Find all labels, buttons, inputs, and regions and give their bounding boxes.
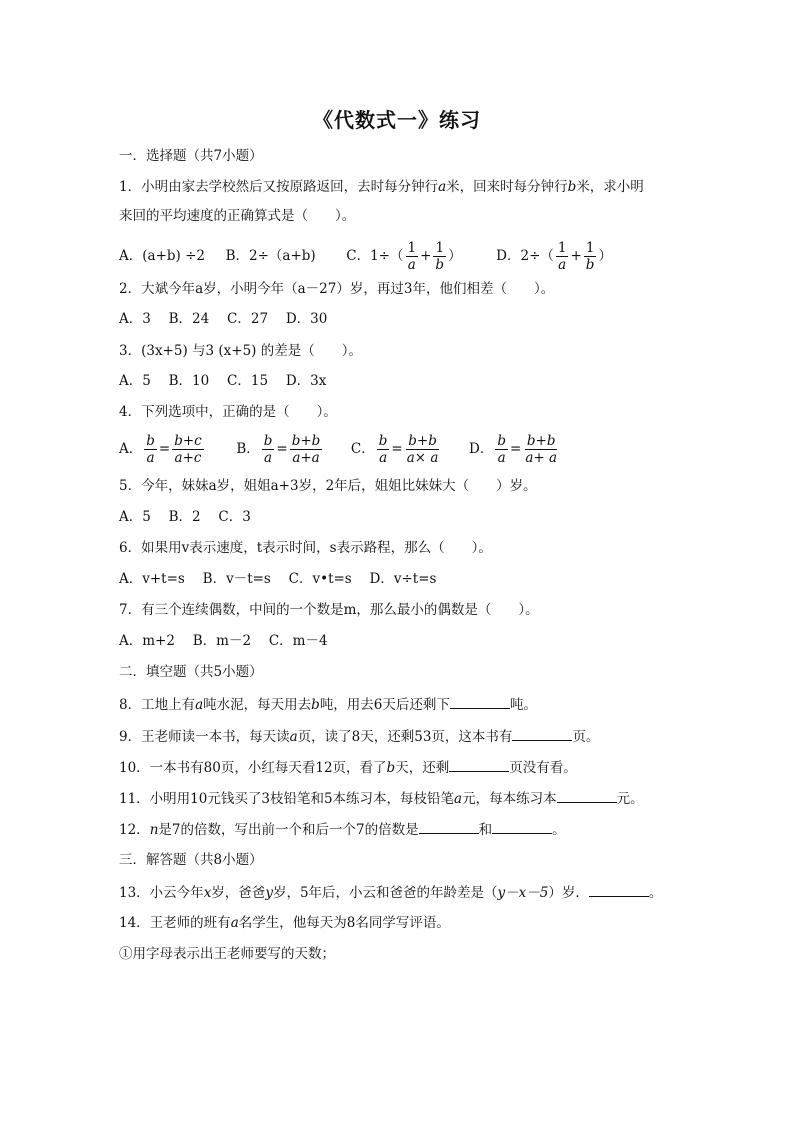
question-5-stem: 5．今年，妹妹a岁，姐姐a+3岁，2年后，姐姐比妹妹大（ ）岁。: [119, 478, 537, 494]
page-title: 《代数式一》练习: [313, 108, 481, 132]
option-a: A．(a+b) ÷2: [119, 248, 205, 264]
option-c: C．1÷（ $\frac{1}{a}$ + $\frac{1}{b}$ ）: [346, 240, 462, 273]
question-14-sub-1: ①用字母表示出王老师要写的天数；: [119, 946, 335, 962]
answer-blank[interactable]: [512, 726, 572, 741]
option-b: B．2÷（a+b): [225, 248, 316, 264]
answer-blank[interactable]: [557, 788, 617, 803]
question-3-stem: 3．(3x+5) 与3 (x+5) 的差是（ ）。: [119, 343, 362, 359]
option-c: C． $\frac{b}{a}$ = $\frac{b+b}{a\times a}$: [350, 433, 439, 466]
question-10: 10．一本书有80页，小红每天看12页，看了b天，还剩 页没有看。: [119, 757, 577, 778]
answer-blank[interactable]: [492, 819, 552, 834]
question-1-options: [119, 240, 612, 273]
question-6-stem: 6．如果用v表示速度，t表示时间，s表示路程，那么（ ）。: [119, 540, 492, 556]
question-8: 8．工地上有a吨水泥，每天用去b吨，用去6天后还剩下 吨。: [119, 694, 537, 715]
option-a: A． $\frac{b}{a}$ = $\frac{b+c}{a+c}$: [119, 433, 202, 466]
answer-blank[interactable]: [450, 694, 510, 709]
question-1-line1: 1．小明由家去学校然后又按原路返回，去时每分钟行a米，回来时每分钟行b米，求小明: [119, 179, 644, 195]
question-4-stem: 4．下列选项中，正确的是（ ）。: [119, 404, 337, 420]
question-13: 13．小云今年x岁，爸爸y岁，5年后，小云和爸爸的年龄差是（y－x－5）岁． 。: [119, 882, 662, 903]
question-6-options: A．v+t=s B．v－t=s C．v•t=s D．v÷t=s: [119, 571, 437, 587]
section-fill-heading: 二．填空题（共5小题）: [119, 664, 263, 680]
answer-blank[interactable]: [589, 882, 649, 897]
question-9: 9．王老师读一本书，每天读a页，读了8天，还剩53页，这本书有 页。: [119, 726, 599, 747]
question-11: 11．小明用10元钱买了3枝铅笔和5本练习本，每枝铅笔a元，每本练习本 元。: [119, 788, 644, 809]
section-answer-heading: 三．解答题（共8小题）: [119, 852, 263, 868]
question-12: 12．n是7的倍数，写出前一个和后一个7的倍数是 和 。: [119, 819, 566, 840]
question-5-options: A．5 B．2 C．3: [119, 509, 251, 525]
question-14: 14．王老师的班有a名学生，他每天为8名同学写评语。: [119, 915, 450, 931]
question-4-options: [119, 433, 561, 466]
question-2-options: A．3 B．24 C．27 D．30: [119, 311, 328, 327]
question-2-stem: 2．大斌今年a岁，小明今年（a－27）岁，再过3年，他们相差（ ）。: [119, 281, 555, 297]
section-choice-heading: 一．选择题（共7小题）: [119, 148, 263, 164]
question-7-options: A．m+2 B．m－2 C．m－4: [119, 633, 328, 649]
question-7-stem: 7．有三个连续偶数，中间的一个数是m，那么最小的偶数是（ ）。: [119, 602, 539, 618]
answer-blank[interactable]: [449, 757, 509, 772]
answer-blank[interactable]: [419, 819, 479, 834]
question-3-options: A．5 B．10 C．15 D．3x: [119, 373, 327, 389]
question-1-line2: 来回的平均速度的正确算式是（ ）。: [119, 208, 356, 224]
option-d: D． $\frac{b}{a}$ = $\frac{b+b}{a+ a}$: [469, 433, 558, 466]
option-b: B． $\frac{b}{a}$ = $\frac{b+b}{a+a}$: [236, 433, 321, 466]
option-d: D．2÷（ $\frac{1}{a}$ + $\frac{1}{b}$ ）: [496, 240, 612, 273]
